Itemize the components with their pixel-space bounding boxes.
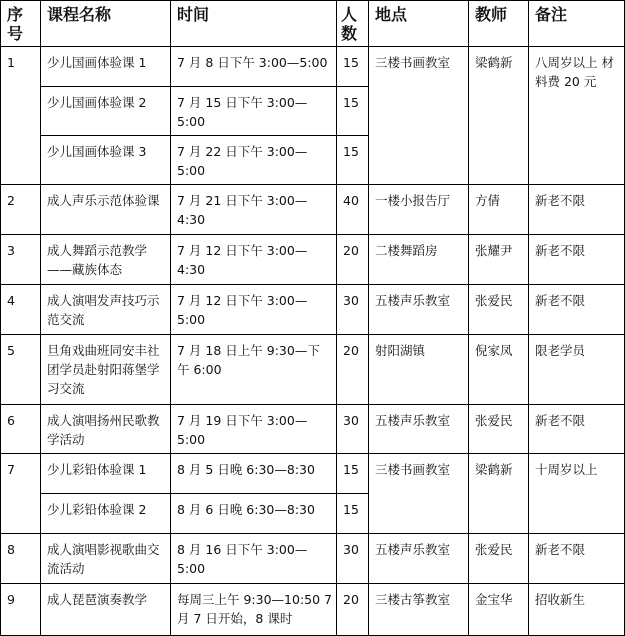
cell-course: 成人舞蹈示范教学——藏族体态: [41, 235, 171, 285]
cell-course: 成人演唱影视歌曲交流活动: [41, 534, 171, 584]
cell-note: 招收新生: [529, 584, 625, 636]
cell-place: 三楼书画教室: [369, 47, 469, 185]
cell-place: 三楼古筝教室: [369, 584, 469, 636]
cell-note: 限老学员: [529, 335, 625, 405]
cell-place: 二楼舞蹈房: [369, 235, 469, 285]
cell-course: 成人声乐示范体验课: [41, 185, 171, 235]
cell-people: 15: [337, 47, 369, 87]
cell-seq: 9: [1, 584, 41, 636]
cell-note: 新老不限: [529, 285, 625, 335]
cell-time: 7 月 15 日下午 3:00—5:00: [171, 87, 337, 136]
cell-time: 7 月 8 日下午 3:00—5:00: [171, 47, 337, 87]
cell-teacher: 倪家凤: [469, 335, 529, 405]
cell-teacher: 金宝华: [469, 584, 529, 636]
cell-course: 少儿彩铅体验课 2: [41, 494, 171, 534]
cell-people: 30: [337, 285, 369, 335]
cell-course: 少儿国画体验课 1: [41, 47, 171, 87]
cell-time: 7 月 22 日下午 3:00—5:00: [171, 136, 337, 185]
table-row: [1, 285, 625, 335]
table-row: [1, 534, 625, 584]
table-row: [1, 335, 625, 405]
cell-teacher: 张爱民: [469, 534, 529, 584]
cell-people: 20: [337, 584, 369, 636]
header-people: 人数: [337, 1, 369, 47]
cell-seq: 7: [1, 454, 41, 534]
table-row: [1, 454, 625, 494]
cell-course: 成人琵琶演奏教学: [41, 584, 171, 636]
cell-teacher: 梁鹤新: [469, 454, 529, 534]
cell-teacher: 方倩: [469, 185, 529, 235]
cell-people: 15: [337, 454, 369, 494]
cell-seq: 5: [1, 335, 41, 405]
table-row: [1, 584, 625, 636]
cell-seq: 4: [1, 285, 41, 335]
cell-note: 新老不限: [529, 405, 625, 454]
cell-note: 新老不限: [529, 534, 625, 584]
cell-people: 20: [337, 335, 369, 405]
cell-seq: 6: [1, 405, 41, 454]
header-row: [1, 1, 625, 47]
cell-time: 8 月 16 日下午 3:00—5:00: [171, 534, 337, 584]
cell-people: 30: [337, 534, 369, 584]
cell-people: 15: [337, 87, 369, 136]
cell-seq: 8: [1, 534, 41, 584]
cell-course: 旦角戏曲班同安丰社团学员赴射阳蒋堡学习交流: [41, 335, 171, 405]
cell-note: 八周岁以上 材料费 20 元: [529, 47, 625, 185]
cell-teacher: 张爱民: [469, 405, 529, 454]
header-course: 课程名称: [41, 1, 171, 47]
cell-time: 7 月 12 日下午 3:00—5:00: [171, 285, 337, 335]
table-row: [1, 405, 625, 454]
cell-time: 7 月 18 日上午 9:30—下午 6:00: [171, 335, 337, 405]
cell-place: 三楼书画教室: [369, 454, 469, 534]
table-row: [1, 47, 625, 87]
cell-place: 五楼声乐教室: [369, 285, 469, 335]
cell-time: 7 月 19 日下午 3:00—5:00: [171, 405, 337, 454]
cell-course: 少儿彩铅体验课 1: [41, 454, 171, 494]
cell-people: 20: [337, 235, 369, 285]
cell-place: 五楼声乐教室: [369, 534, 469, 584]
header-note: 备注: [529, 1, 625, 47]
cell-time: 7 月 12 日下午 3:00—4:30: [171, 235, 337, 285]
cell-teacher: 梁鹤新: [469, 47, 529, 185]
header-time: 时间: [171, 1, 337, 47]
cell-seq: 3: [1, 235, 41, 285]
cell-time: 每周三上午 9:30—10:50 7 月 7 日开始，8 课时: [171, 584, 337, 636]
cell-people: 15: [337, 494, 369, 534]
header-place: 地点: [369, 1, 469, 47]
cell-course: 成人演唱发声技巧示范交流: [41, 285, 171, 335]
cell-time: 8 月 6 日晚 6:30—8:30: [171, 494, 337, 534]
cell-course: 成人演唱扬州民歌教学活动: [41, 405, 171, 454]
cell-seq: 1: [1, 47, 41, 185]
cell-people: 30: [337, 405, 369, 454]
cell-course: 少儿国画体验课 3: [41, 136, 171, 185]
cell-teacher: 张耀尹: [469, 235, 529, 285]
cell-place: 五楼声乐教室: [369, 405, 469, 454]
cell-note: 新老不限: [529, 235, 625, 285]
cell-teacher: 张爱民: [469, 285, 529, 335]
cell-people: 15: [337, 136, 369, 185]
table-row: [1, 235, 625, 285]
cell-time: 8 月 5 日晚 6:30—8:30: [171, 454, 337, 494]
header-teacher: 教师: [469, 1, 529, 47]
cell-seq: 2: [1, 185, 41, 235]
cell-time: 7 月 21 日下午 3:00—4:30: [171, 185, 337, 235]
header-seq: 序号: [1, 1, 41, 47]
cell-note: 新老不限: [529, 185, 625, 235]
cell-people: 40: [337, 185, 369, 235]
cell-place: 射阳湖镇: [369, 335, 469, 405]
cell-note: 十周岁以上: [529, 454, 625, 534]
cell-course: 少儿国画体验课 2: [41, 87, 171, 136]
cell-place: 一楼小报告厅: [369, 185, 469, 235]
table-row: [1, 185, 625, 235]
